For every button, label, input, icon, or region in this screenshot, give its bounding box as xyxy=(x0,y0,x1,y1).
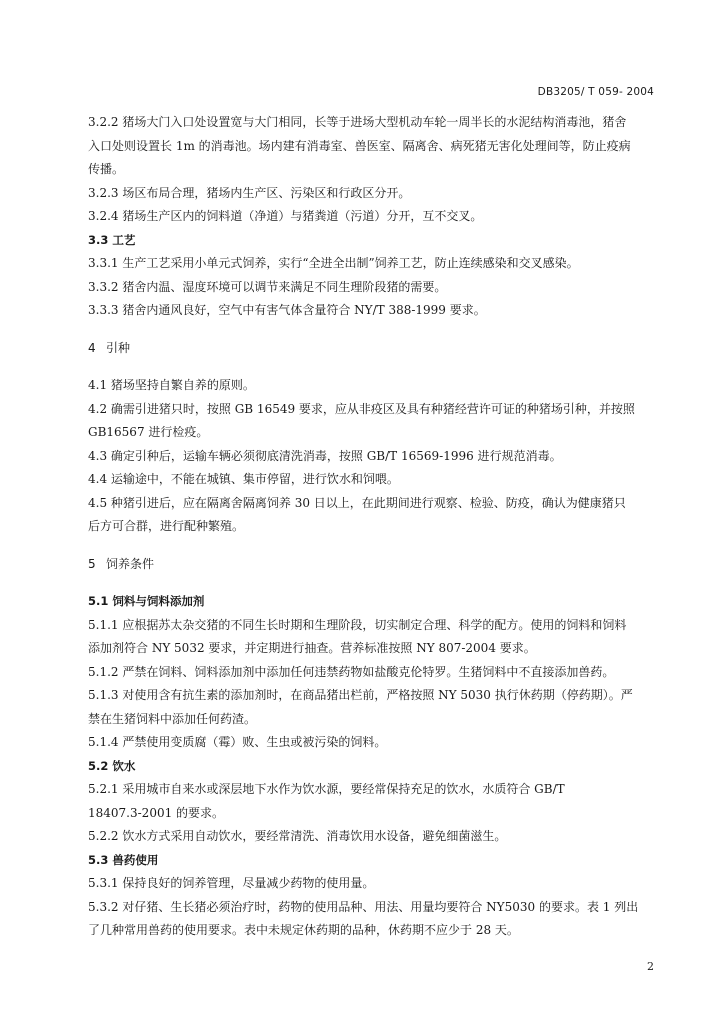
paragraph-line: 4.2 确需引进猪只时，按照 GB 16549 要求，应从非疫区及具有种猪经营许可证的种猪场引种，并按照 xyxy=(88,401,635,416)
section-title: 引种 xyxy=(106,340,131,355)
paragraph-line: 3.3.1 生产工艺采用小单元式饲养，实行“全进全出制”饲养工艺，防止连续感染和交叉感染。 xyxy=(88,256,579,270)
subsection-heading: 5.2 饮水 xyxy=(88,758,136,773)
paragraph-line: 5.1.2 严禁在饲料、饲料添加剂中添加任何违禁药物如盐酸克伦特罗。生猪饲料中不直接添加兽药。 xyxy=(88,664,615,679)
paragraph-line: 5.1.3 对使用含有抗生素的添加剂时，在商品猪出栏前，严格按照 NY 5030 执行休药期（停药期）。严 xyxy=(88,688,633,702)
section-spacer xyxy=(88,360,655,374)
paragraph-line: 3.3.2 猪舍内温、湿度环境可以调节来满足不同生理阶段猪的需要。 xyxy=(88,279,447,294)
paragraph-line: 5.1.1 应根据苏太杂交猪的不同生长时期和生理阶段，切实制定合理、科学的配方。使用的饲料和饲料 xyxy=(88,617,627,632)
paragraph-line: 传播。 xyxy=(88,162,125,176)
paragraph-line: 5.2.1 采用城市自来水或深层地下水作为饮水源，要经常保持充足的饮水，水质符合 GB/T xyxy=(88,782,565,796)
paragraph-line: 禁在生猪饲料中添加任何药渣。 xyxy=(88,711,257,726)
subsection-heading: 5.3 兽药使用 xyxy=(88,852,159,867)
paragraph-line: 后方可合群，进行配种繁殖。 xyxy=(88,519,245,533)
paragraph-line: 了几种常用兽药的使用要求。表中未规定休药期的品种，休药期不应少于 28 天。 xyxy=(88,923,519,937)
section-spacer xyxy=(88,576,655,590)
subsection-heading: 3.3 工艺 xyxy=(88,232,136,247)
paragraph-line: 4.3 确定引种后，运输车辆必须彻底清洗消毒，按照 GB/T 16569-1996 进行规范消毒。 xyxy=(88,448,562,463)
paragraph-line: 18407.3-2001 的要求。 xyxy=(88,805,225,820)
subsection-heading: 5.1 饲料与饲料添加剂 xyxy=(88,594,205,608)
section-number: 5 xyxy=(88,556,96,571)
paragraph-line: 3.3.3 猪舍内通风良好，空气中有害气体含量符合 NY/T 388-1999 要求。 xyxy=(88,303,486,317)
paragraph-line: 3.2.2 猪场大门入口处设置宽与大门相同，长等于进场大型机动车轮一周半长的水泥结构消毒池，猪舍 xyxy=(88,115,627,129)
document-id-header: DB3205/ T 059- 2004 xyxy=(537,86,654,98)
paragraph-line: 添加剂符合 NY 5032 要求，并定期进行抽查。营养标准按照 NY 807-2004 要求。 xyxy=(88,641,536,655)
section-heading xyxy=(88,553,655,577)
paragraph-line: 4.5 种猪引进后，应在隔离舍隔离饲养 30 日以上，在此期间进行观察、检验、防疫，确认为健康猪只 xyxy=(88,495,626,510)
paragraph-line: 5.1.4 严禁使用变质腐（霉）败、生虫或被污染的饲料。 xyxy=(88,735,387,749)
page-number: 2 xyxy=(647,960,654,973)
paragraph-line: 4.4 运输途中，不能在城镇、集市停留，进行饮水和饲喂。 xyxy=(88,472,399,486)
paragraph-line: 入口处则设置长 1m 的消毒池。场内建有消毒室、兽医室、隔离舍、病死猪无害化处理间等，防止疫病 xyxy=(88,138,631,153)
paragraph-line: 3.2.4 猪场生产区内的饲料道（净道）与猪粪道（污道）分开，互不交叉。 xyxy=(88,209,483,223)
section-number: 4 xyxy=(88,340,96,355)
paragraph-line: GB16567 进行检疫。 xyxy=(88,425,209,439)
section-title: 饲养条件 xyxy=(106,556,155,571)
paragraph-line: 3.2.3 场区布局合理，猪场内生产区、污染区和行政区分开。 xyxy=(88,185,411,200)
section-spacer xyxy=(88,323,655,337)
paragraph-line: 5.3.2 对仔猪、生长猪必须治疗时，药物的使用品种、用法、用量均要符合 NY5030 的要求。表 1 列出 xyxy=(88,899,639,914)
section-heading xyxy=(88,337,655,361)
section-spacer xyxy=(88,539,655,553)
paragraph-line: 4.1 猪场坚持自繁自养的原则。 xyxy=(88,378,255,392)
paragraph-line: 5.2.2 饮水方式采用自动饮水，要经常清洗、消毒饮用水设备，避免细菌滋生。 xyxy=(88,829,507,843)
document-body xyxy=(88,111,655,943)
paragraph-line: 5.3.1 保持良好的饲养管理，尽量减少药物的使用量。 xyxy=(88,876,375,890)
